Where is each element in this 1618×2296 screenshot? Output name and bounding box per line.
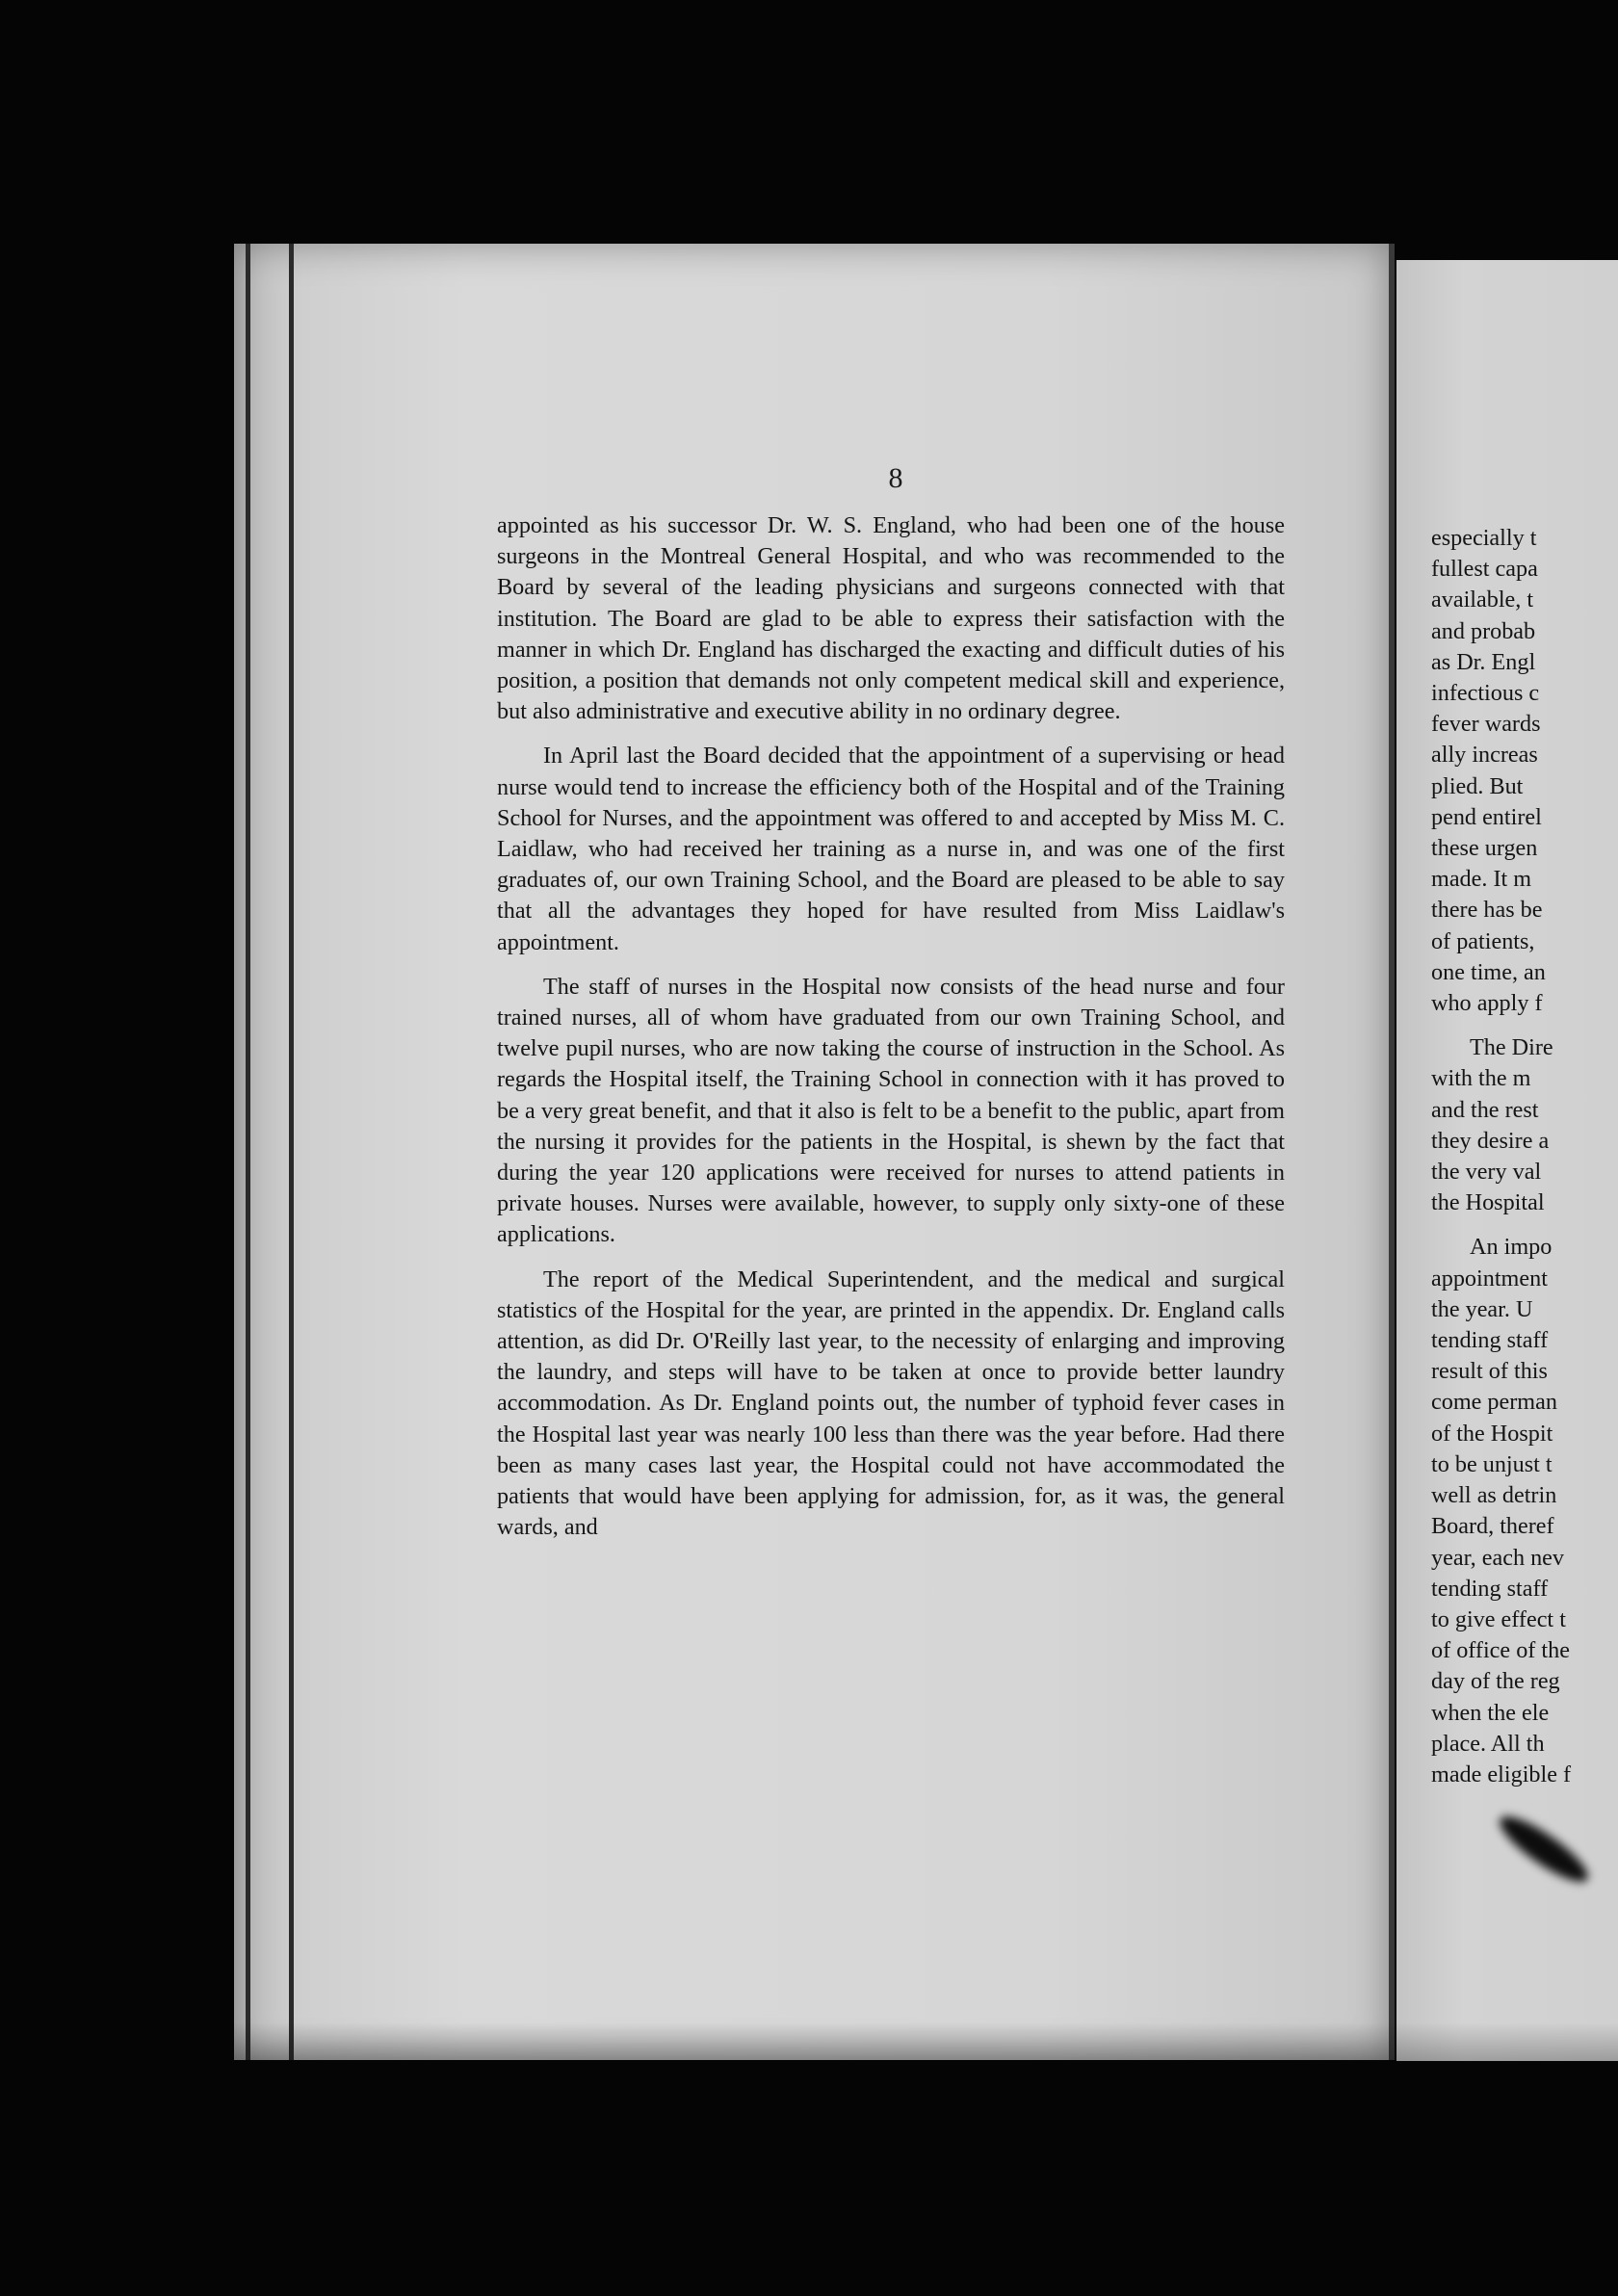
facing-page-line: especially t: [1431, 525, 1537, 551]
facing-page-line: fullest capa: [1431, 556, 1538, 583]
facing-page-line: they desire a: [1431, 1127, 1550, 1154]
facing-page-line: day of the reg: [1431, 1668, 1560, 1695]
facing-page-text: [1431, 523, 1618, 1790]
facing-page-line: place. All th: [1431, 1730, 1545, 1757]
facing-page-line: fever wards: [1431, 711, 1541, 738]
facing-page-line: made eligible f: [1431, 1761, 1572, 1787]
facing-page-line: of office of the: [1431, 1637, 1570, 1664]
facing-page-block: [1431, 1232, 1618, 1790]
facing-page-line: available, t: [1431, 587, 1534, 613]
paragraph: The report of the Medical Superintendent, and the medical and surgical statistics of the Hospital for the year, are printed in the appendix. Dr. England calls attention, as did Dr. O'Reilly last year, to the necessity of enlarging and improving the laundry, and steps will have to be taken at once to provide better laundry accommodation. As Dr. England points out, the number of typhoid fever cases in the Hospital last year was nearly 100 less than there was the year before. Had there been as many cases last year, the Hospital could not have accommodated the patients that would have been applying for admission, for, as it was, the general wards, and: [497, 1265, 1285, 1541]
facing-page-line: when the ele: [1431, 1699, 1550, 1726]
facing-page-line: the Hospital: [1431, 1189, 1545, 1216]
facing-page-block: [1431, 523, 1618, 1019]
page-edge-line: [246, 244, 250, 2060]
facing-page-line: one time, an: [1431, 958, 1546, 985]
paragraph: In April last the Board decided that the appointment of a supervising or head nurse would tend to increase the efficiency both of the Hospital and of the Training School for Nurses, and the appointment was offered to and accepted by Miss M. C. Laidlaw, who had received her training as a nurse in, and was one of the first graduates of, our own Training School, and the Board are pleased to be able to say that all the advantages they hoped for have resulted from Miss Laidlaw's appointment.: [497, 743, 1285, 955]
facing-page-line: year, each nev: [1431, 1544, 1565, 1571]
facing-page-line: well as detrin: [1431, 1482, 1557, 1509]
facing-page-line: appointment: [1431, 1265, 1548, 1292]
facing-page-line: as Dr. Engl: [1431, 648, 1536, 675]
facing-page-block: [1431, 1032, 1618, 1218]
facing-page-line: to be unjust t: [1431, 1450, 1553, 1477]
facing-page-line: ally increas: [1431, 742, 1538, 769]
facing-page-line: made. It m: [1431, 866, 1532, 893]
facing-page-line: these urgen: [1431, 835, 1538, 862]
facing-page-line: the year. U: [1431, 1295, 1533, 1322]
facing-page-line: result of this: [1431, 1358, 1548, 1385]
facing-page-line: An impo: [1470, 1234, 1553, 1261]
facing-page-line: plied. But: [1431, 772, 1524, 799]
facing-page-line: pend entirel: [1431, 803, 1542, 830]
page-number: 8: [888, 462, 903, 494]
facing-page-line: infectious c: [1431, 680, 1540, 707]
facing-page-line: of patients,: [1431, 927, 1535, 954]
facing-page-line: and the rest: [1431, 1096, 1539, 1123]
facing-page-line: tending staff: [1431, 1327, 1549, 1354]
facing-page-line: the very val: [1431, 1159, 1542, 1186]
facing-page-line: with the m: [1431, 1065, 1531, 1092]
facing-page-line: to give effect t: [1431, 1605, 1566, 1632]
paragraph: The staff of nurses in the Hospital now consists of the head nurse and four trained nurses, all of whom have graduated from our own Training School, and twelve pupil nurses, who are now taking the course of instruction in the School. As regards the Hospital itself, the Training School in connection with it has proved to be a very great benefit, and that it also is felt to be a benefit to the public, apart from the nursing it provides for the patients in the Hospital, is shewn by the fact that during the year 120 applications were received for nurses to attend patients in private houses. Nurses were available, however, to supply only sixty-one of these applications.: [497, 973, 1285, 1248]
facing-page-line: Board, theref: [1431, 1513, 1554, 1540]
page-bottom-shadow: [234, 2022, 1618, 2061]
facing-page-line: of the Hospit: [1431, 1420, 1553, 1447]
facing-page-line: and probab: [1431, 617, 1536, 644]
facing-page-line: The Dire: [1470, 1034, 1553, 1061]
gutter-line: [1389, 244, 1395, 2060]
facing-page-line: tending staff: [1431, 1575, 1549, 1602]
facing-page-line: come perman: [1431, 1389, 1557, 1416]
main-text-column: [497, 510, 1285, 1544]
facing-page-line: who apply f: [1431, 990, 1543, 1017]
page-edge-line: [289, 244, 294, 2060]
paragraph: appointed as his successor Dr. W. S. England, who had been one of the house surgeons in the Montreal General Hospital, and who was recommended to the Board by several of the leading physicians and surgeons connected with that institution. The Board are glad to be able to express their satisfaction with the manner in which Dr. England has discharged the exacting and difficult duties of his position, a position that demands not only competent medical skill and experience, but also administrative and executive ability in no ordinary degree.: [497, 512, 1285, 725]
facing-page-line: there has be: [1431, 897, 1543, 924]
